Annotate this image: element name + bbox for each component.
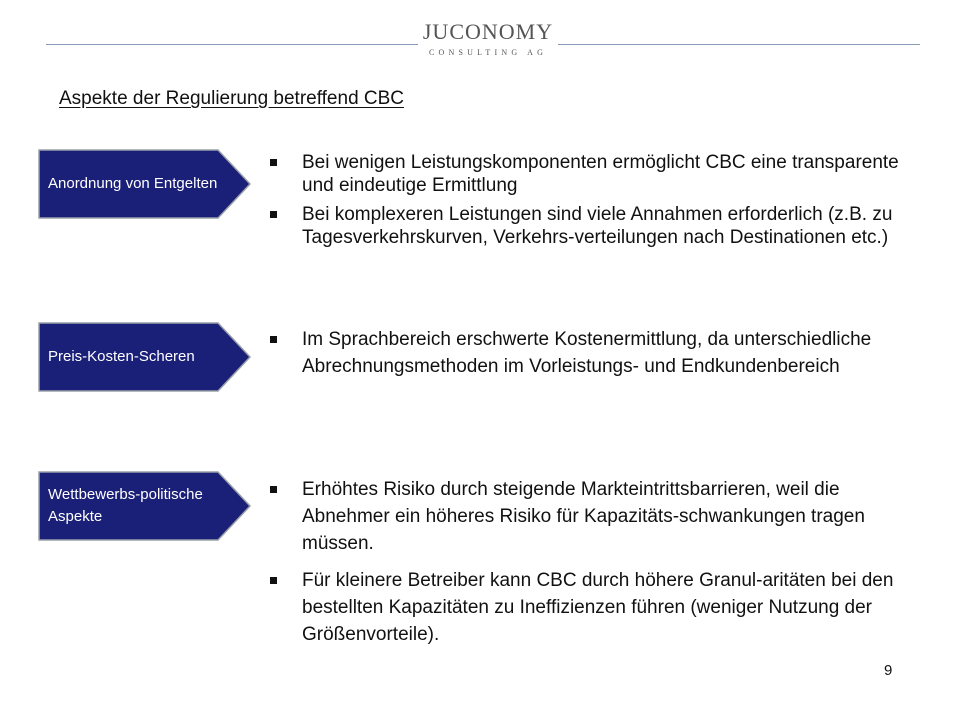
bullet-item [268, 203, 908, 249]
logo-subtitle: CONSULTING AG [428, 48, 548, 57]
square-bullet-icon [270, 486, 277, 493]
bullet-item [268, 151, 908, 197]
bullet-text: Für kleinere Betreiber kann CBC durch höhere Granul-aritäten bei den bestellten Kapazitäten zu Ineffizienzen führen (weniger Nutzung der Größenvorteile). [302, 570, 894, 645]
section-tag-preis-kosten [38, 322, 252, 392]
page-title: Aspekte der Regulierung betreffend CBC [59, 88, 405, 109]
bullet-text: Bei wenigen Leistungskomponenten ermöglicht CBC eine transparente und eindeutige Ermittlung [302, 152, 899, 196]
bullet-text: Im Sprachbereich erschwerte Kostenermittlung, da unterschiedliche Abrechnungsmethoden im Vorleistungs- und Endkundenbereich [302, 329, 872, 377]
section-tag-label: Wettbewerbs-politische Aspekte [48, 486, 203, 525]
section-tag-wettbewerb [38, 471, 252, 541]
square-bullet-icon [270, 336, 277, 343]
section-tag-label: Anordnung von Entgelten [48, 175, 218, 192]
company-logo [418, 14, 558, 64]
square-bullet-icon [270, 577, 277, 584]
bullet-text: Erhöhtes Risiko durch steigende Markteintrittsbarrieren, weil die Abnehmer ein höheres Risiko für Kapazitäts-schwankungen tragen müssen. [302, 479, 865, 554]
bullet-text: Bei komplexeren Leistungen sind viele Annahmen erforderlich (z.B. zu Tagesverkehrskurven, Verkehrs-verteilungen nach Destinationen etc.) [302, 204, 893, 248]
section-tag-anordnung [38, 149, 252, 219]
bullet-list-preis-kosten [268, 326, 908, 386]
bullet-item [268, 567, 908, 648]
bullet-item [268, 326, 908, 380]
bullet-list-wettbewerb [268, 476, 908, 654]
section-tag-label: Preis-Kosten-Scheren [48, 348, 195, 365]
square-bullet-icon [270, 159, 277, 166]
bullet-item [268, 476, 908, 557]
bullet-list-anordnung [268, 151, 908, 255]
page-number: 9 [884, 662, 893, 679]
logo-name: JUCONOMY [422, 19, 554, 44]
square-bullet-icon [270, 211, 277, 218]
